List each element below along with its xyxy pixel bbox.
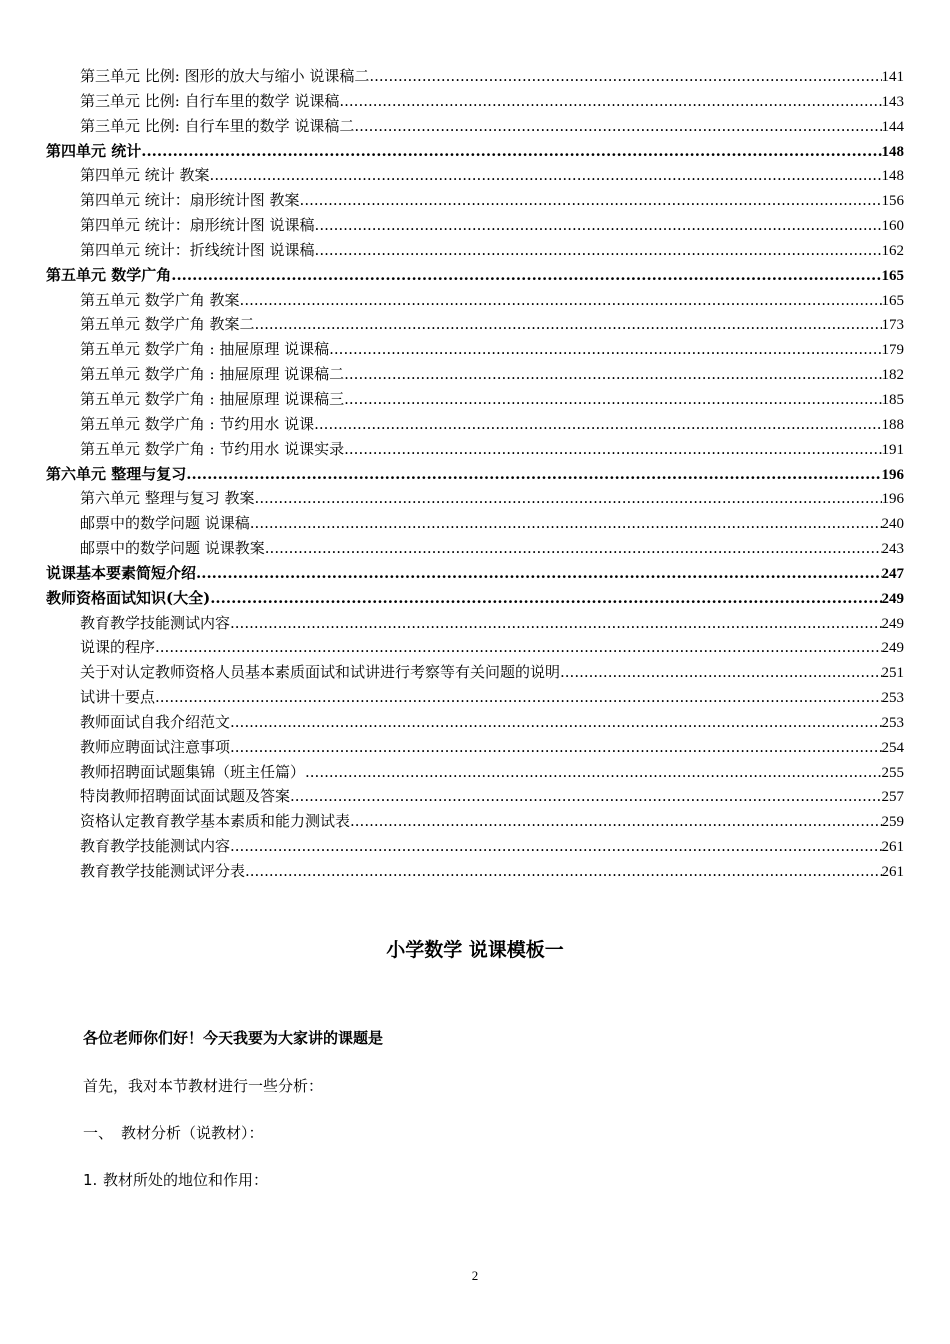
toc-entry[interactable] (80, 536, 904, 561)
toc-dot-leader (186, 462, 881, 487)
toc-page-number: 165 (881, 292, 904, 309)
toc-page-number: 196 (881, 491, 904, 508)
section-heading (83, 1122, 264, 1143)
toc-entry-title: 邮票中的数学问题 说课稿 (80, 514, 250, 533)
toc-entry[interactable] (80, 114, 904, 139)
toc-page-number: 261 (881, 839, 904, 856)
toc-entry[interactable] (80, 89, 904, 114)
toc-dot-leader (240, 288, 882, 313)
toc-entry-title: 第三单元 比例: 图形的放大与缩小 说课稿二 (80, 67, 370, 85)
toc-dot-leader (315, 213, 882, 238)
toc-dot-leader (255, 312, 882, 337)
toc-entry-title: 第六单元 整理与复习 教案 (80, 489, 255, 508)
toc-page-number: 173 (881, 317, 904, 334)
toc-entry-title: 第六单元 整理与复习 (46, 464, 187, 483)
toc-entry[interactable] (80, 288, 904, 313)
toc-entry-title: 第三单元 比例: 自行车里的数学 说课稿二 (80, 116, 355, 135)
toc-chapter-entry[interactable] (46, 561, 904, 586)
toc-page-number: 148 (881, 168, 904, 185)
toc-entry-title: 教育教学技能测试评分表 (80, 862, 246, 880)
toc-dot-leader (141, 139, 881, 164)
toc-entry-title: 教师应聘面试注意事项 (80, 737, 231, 756)
toc-entry[interactable] (80, 710, 904, 735)
list-item-number: 1. (83, 1171, 98, 1189)
toc-chapter-entry[interactable] (46, 139, 904, 164)
toc-page-number: 261 (881, 864, 904, 880)
toc-dot-leader (560, 660, 881, 685)
toc-entry-title: 教师面试自我介绍范文 (80, 712, 231, 731)
toc-page-number: 249 (881, 615, 904, 632)
toc-entry[interactable] (80, 685, 904, 710)
toc-entry[interactable] (80, 437, 904, 462)
toc-entry-title: 教育教学技能测试内容 (80, 837, 231, 856)
toc-page-number: 191 (881, 441, 904, 458)
toc-page-number: 257 (881, 789, 904, 806)
toc-page-number: 196 (881, 466, 904, 483)
toc-entry-title: 第五单元 数学广角 : 抽屉原理 说课稿二 (80, 365, 345, 384)
table-of-contents (0, 64, 950, 884)
toc-entry[interactable] (80, 163, 904, 188)
toc-entry-title: 第三单元 比例: 自行车里的数学 说课稿 (80, 91, 340, 110)
toc-chapter-entry[interactable] (46, 462, 904, 487)
toc-entry[interactable] (80, 64, 904, 89)
toc-dot-leader (155, 685, 881, 710)
toc-dot-leader (290, 784, 881, 809)
toc-page-number: 247 (881, 565, 904, 582)
list-item-text: 教材所处的地位和作用： (103, 1171, 269, 1189)
toc-entry-title: 第四单元 统计 教案 (80, 166, 210, 185)
toc-entry[interactable] (80, 859, 904, 884)
toc-page-number: 253 (881, 690, 904, 707)
toc-entry-title: 第五单元 数学广角 : 抽屉原理 说课稿三 (80, 389, 345, 408)
toc-dot-leader (344, 362, 881, 387)
toc-entry-title: 第四单元 统计：折线统计图 说课稿 (80, 240, 315, 259)
toc-entry-title: 试讲十要点 (80, 688, 156, 707)
toc-dot-leader (369, 64, 881, 89)
toc-dot-leader (354, 114, 881, 139)
toc-page-number: 249 (881, 590, 904, 607)
toc-page-number: 243 (881, 541, 904, 558)
toc-page-number: 148 (881, 143, 904, 160)
toc-entry[interactable] (80, 238, 904, 263)
toc-page-number: 156 (881, 193, 904, 210)
toc-page-number: 259 (881, 814, 904, 831)
toc-dot-leader (315, 238, 882, 263)
toc-entry-title: 第五单元 数学广角 : 抽屉原理 说课稿 (80, 340, 330, 359)
toc-dot-leader (210, 586, 881, 611)
toc-entry-title: 第四单元 统计：扇形统计图 教案 (80, 191, 300, 210)
toc-entry-title: 关于对认定教师资格人员基本素质面试和试讲进行考察等有关问题的说明 (80, 663, 561, 682)
toc-dot-leader (245, 859, 881, 884)
toc-entry[interactable] (80, 611, 904, 636)
toc-entry-title: 特岗教师招聘面试面试题及答案 (80, 787, 291, 806)
toc-dot-leader (255, 486, 882, 511)
toc-dot-leader (344, 387, 881, 412)
toc-dot-leader (350, 809, 881, 834)
toc-dot-leader (155, 635, 881, 660)
toc-entry-title: 第五单元 数学广角 教案二 (80, 315, 255, 334)
toc-dot-leader (171, 263, 881, 288)
toc-entry-title: 说课基本要素简短介绍 (46, 563, 197, 582)
toc-dot-leader (196, 561, 881, 586)
toc-page-number: 188 (881, 416, 904, 433)
toc-entry-title: 教师资格面试知识(大全) (46, 588, 211, 607)
toc-entry[interactable] (80, 213, 904, 238)
toc-chapter-entry[interactable] (46, 263, 904, 288)
toc-entry-title: 第五单元 数学广角 : 节约用水 说课 (80, 414, 315, 433)
toc-page-number: 249 (881, 640, 904, 657)
toc-dot-leader (314, 412, 881, 437)
toc-entry-title: 邮票中的数学问题 说课教案 (80, 539, 265, 558)
toc-entry-title: 教师招聘面试题集锦（班主任篇） (80, 762, 306, 781)
toc-entry-title: 说课的程序 (80, 638, 156, 657)
toc-entry[interactable] (80, 188, 904, 213)
toc-page-number: 255 (881, 764, 904, 781)
toc-entry[interactable] (80, 337, 904, 362)
toc-dot-leader (305, 760, 881, 785)
toc-dot-leader (300, 188, 882, 213)
toc-dot-leader (230, 710, 881, 735)
page-number: 2 (471, 1268, 479, 1283)
toc-entry-title: 第五单元 数学广角 教案 (80, 290, 240, 309)
toc-entry[interactable] (80, 660, 904, 685)
toc-page-number: 182 (881, 367, 904, 384)
toc-entry[interactable] (80, 834, 904, 859)
toc-dot-leader (210, 163, 882, 188)
toc-page-number: 253 (881, 714, 904, 731)
toc-page-number: 240 (881, 516, 904, 533)
toc-dot-leader (339, 89, 881, 114)
toc-entry[interactable] (80, 412, 904, 437)
toc-dot-leader (230, 834, 881, 859)
toc-entry-title: 教育教学技能测试内容 (80, 613, 231, 632)
toc-entry-title: 第五单元 数学广角 : 节约用水 说课实录 (80, 439, 345, 458)
toc-page-number: 179 (881, 342, 904, 359)
toc-entry[interactable] (80, 312, 904, 337)
section-title: 教材分析（说教材）： (121, 1124, 264, 1142)
greeting-paragraph: 各位老师你们好！今天我要为大家讲的课题是 (83, 1029, 384, 1047)
toc-entry[interactable] (80, 760, 904, 785)
toc-page-number: 162 (881, 242, 904, 259)
toc-entry[interactable] (80, 362, 904, 387)
toc-page-number: 141 (881, 69, 904, 85)
toc-entry-title: 第四单元 统计 (46, 141, 142, 160)
toc-entry[interactable] (80, 735, 904, 760)
toc-entry[interactable] (80, 809, 904, 834)
list-item (83, 1169, 268, 1190)
toc-entry[interactable] (80, 784, 904, 809)
toc-page-number: 251 (881, 665, 904, 682)
toc-page-number: 143 (881, 93, 904, 110)
toc-entry-title: 第四单元 统计：扇形统计图 说课稿 (80, 216, 315, 235)
toc-dot-leader (230, 735, 881, 760)
intro-paragraph: 首先，我对本节教材进行一些分析： (83, 1077, 324, 1095)
toc-dot-leader (265, 536, 882, 561)
toc-page-number: 160 (881, 218, 904, 235)
toc-entry[interactable] (80, 635, 904, 660)
section-number: 一、 (83, 1124, 114, 1142)
toc-dot-leader (230, 611, 881, 636)
toc-entry[interactable] (80, 511, 904, 536)
toc-entry-title: 资格认定教育教学基本素质和能力测试表 (80, 812, 351, 831)
toc-page-number: 144 (881, 118, 904, 135)
toc-dot-leader (344, 437, 881, 462)
toc-page-number: 165 (881, 267, 904, 284)
document-heading: 小学数学 说课模板一 (386, 939, 564, 961)
toc-page-number: 254 (881, 739, 904, 756)
toc-entry[interactable] (80, 486, 904, 511)
toc-dot-leader (250, 511, 882, 536)
toc-page-number: 185 (881, 391, 904, 408)
toc-entry[interactable] (80, 387, 904, 412)
toc-dot-leader (329, 337, 881, 362)
toc-chapter-entry[interactable] (46, 586, 904, 611)
toc-entry-title: 第五单元 数学广角 (46, 265, 172, 284)
